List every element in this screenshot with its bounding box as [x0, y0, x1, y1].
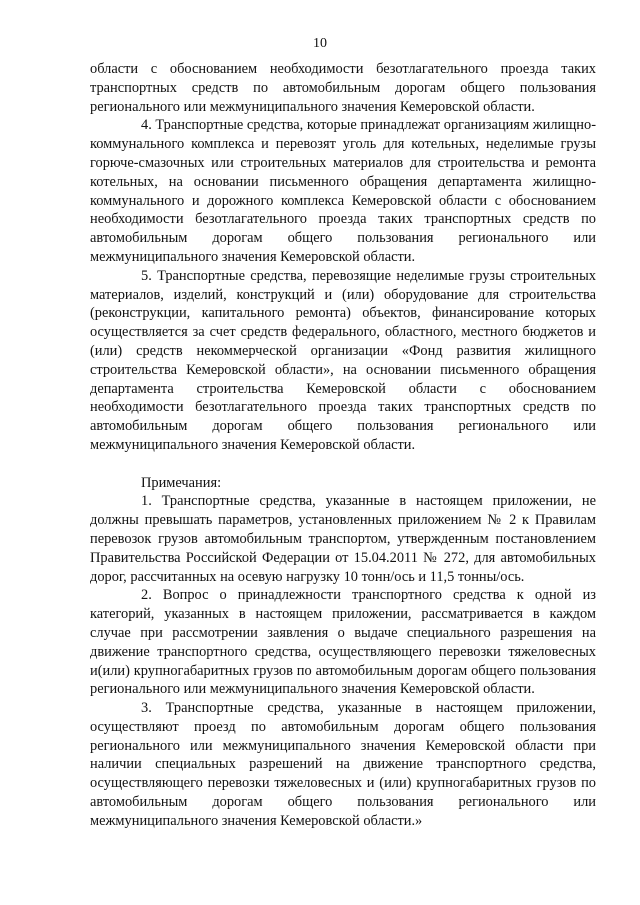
paragraph-spacer — [90, 455, 596, 474]
paragraph-continuation: области с обоснованием необходимости безотлагательного проезда таких транспортных средств по автомобильным дорогам общего пользования регионального или межмуниципального значения Кемеровской области. — [90, 61, 596, 115]
notes-heading: Примечания: — [141, 474, 222, 491]
document-body — [90, 60, 596, 831]
paragraph-item-4: 4. Транспортные средства, которые принадлежат организациям жилищно-коммунального комплекса и перевозят уголь для котельных, неделимые грузы горюче-смазочных или строительных материалов для строительства и ремонта котельных, на основании письменного обращения департамента жилищно-коммунального и дорожного комплекса Кемеровской области с обоснованием необходимости безотлагательного проезда таких транспортных средств по автомобильным дорогам общего пользования регионального или межмуниципального значения Кемеровской области. — [90, 117, 596, 265]
paragraph-item-5: 5. Транспортные средства, перевозящие неделимые грузы строительных материалов, изделий, конструкций и (или) оборудование для строительства (реконструкции, капитального ремонта) объектов, финансирование которых осуществляется за счет средств федерального, областного, местного бюджетов и (или) средств некоммерческой организации «Фонд развития жилищного строительства Кемеровской области», на основании письменного обращения департамента строительства Кемеровской области с обоснованием необходимости безотлагательного проезда таких транспортных средств по автомобильным дорогам общего пользования регионального или межмуниципального значения Кемеровской области. — [90, 267, 596, 453]
note-item-3: 3. Транспортные средства, указанные в настоящем приложении, осуществляют проезд по автомобильным дорогам общего пользования регионального или межмуниципального значения Кемеровской области при наличии специальных разрешений на движение транспортного средства, осуществляющего перевозки тяжеловесных и (или) крупногабаритных грузов по автомобильным дорогам общего пользования регионального или межмуниципального значения Кемеровской области.» — [90, 700, 596, 829]
note-item-1: 1. Транспортные средства, указанные в настоящем приложении, не должны превышать параметров, установленных приложением № 2 к Правилам перевозок грузов автомобильным транспортом, утвержденным постановлением Правительства Российской Федерации от 15.04.2011 № 272, для автомобильных дорог, рассчитанных на осевую нагрузку 10 тонн/ось и 11,5 тонны/ось. — [90, 493, 596, 585]
note-item-2: 2. Вопрос о принадлежности транспортного средства к одной из категорий, указанных в настоящем приложении, рассматривается в каждом случае при рассмотрении заявления о выдаче специального разрешения на движение транспортного средства, осуществляющего перевозки тяжеловесных и(или) крупногабаритных грузов по автомобильным дорогам общего пользования регионального или межмуниципального значения Кемеровской области. — [90, 587, 596, 698]
page-number: 10 — [313, 36, 327, 51]
